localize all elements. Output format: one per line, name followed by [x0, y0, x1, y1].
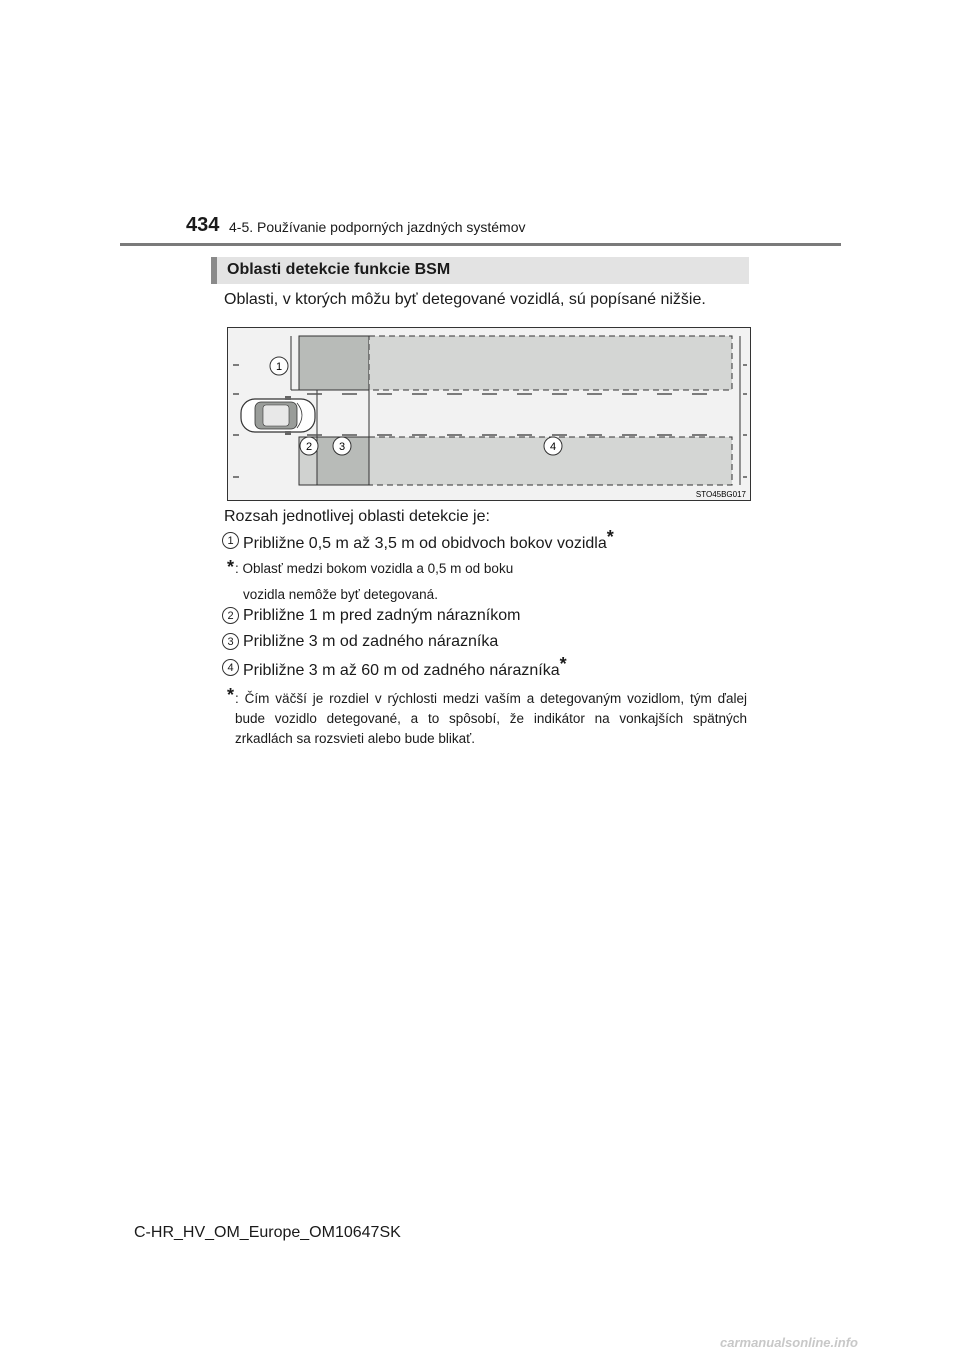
bsm-detection-diagram: [227, 327, 751, 501]
note-2-marker: *: [227, 685, 235, 705]
ranges-heading: Rozsah jednotlivej oblasti detekcie je:: [224, 508, 490, 525]
item-number-1: 1: [222, 532, 239, 549]
item-number-3: 3: [222, 633, 239, 650]
intro-text: Oblasti, v ktorých môžu byť detegované vozidlá, sú popísané nižšie.: [224, 291, 706, 308]
watermark: carmanualsonline.info: [720, 1335, 858, 1350]
range-item-4: Približne 3 m až 60 m od zadného nárazníka*: [243, 654, 567, 679]
note-2-text: : Čím väčší je rozdiel v rýchlosti medzi vaším a detegovaným vozidlom, tým ďalej bude vozidlo detegované, a to spôsobí, že indikátor na vonkajších spätných zrkadlách sa rozsvieti alebo bude blikať.: [235, 691, 747, 746]
zone-1: [299, 336, 369, 390]
chapter-title: 4-5. Používanie podporných jazdných systémov: [229, 219, 526, 235]
range-item-1: Približne 0,5 m až 3,5 m od obidvoch bokov vozidla*: [243, 527, 614, 552]
note-1-marker: *: [227, 557, 235, 577]
car-icon: [241, 396, 315, 435]
range-item-2: Približne 1 m pred zadným nárazníkom: [243, 607, 521, 624]
range-item-3: Približne 3 m od zadného nárazníka: [243, 633, 499, 650]
figure-code: STO45BG017: [695, 490, 746, 499]
header-rule: [120, 243, 841, 246]
footer-code: C-HR_HV_OM_Europe_OM10647SK: [134, 1224, 401, 1241]
note-1-line-2: vozidla nemôže byť detegovaná.: [243, 587, 438, 602]
section-header: [211, 257, 749, 284]
zone-marker-3: [333, 437, 351, 455]
section-accent: [211, 257, 217, 284]
zone-marker-2: [300, 437, 318, 455]
svg-text:4: 4: [549, 441, 557, 453]
item-number-4: 4: [222, 659, 239, 676]
page-number: 434: [186, 214, 220, 236]
svg-text:3: 3: [338, 441, 346, 453]
section-title: Oblasti detekcie funkcie BSM: [227, 261, 451, 278]
svg-text:1: 1: [275, 361, 283, 373]
item-number-2: 2: [222, 607, 239, 624]
note-1-line-1: : Oblasť medzi bokom vozidla a 0,5 m od boku: [235, 561, 514, 576]
zone-marker-1: [270, 357, 288, 375]
zone-marker-4: [544, 437, 562, 455]
zone-far-upper: [369, 336, 732, 390]
svg-text:2: 2: [305, 441, 313, 453]
